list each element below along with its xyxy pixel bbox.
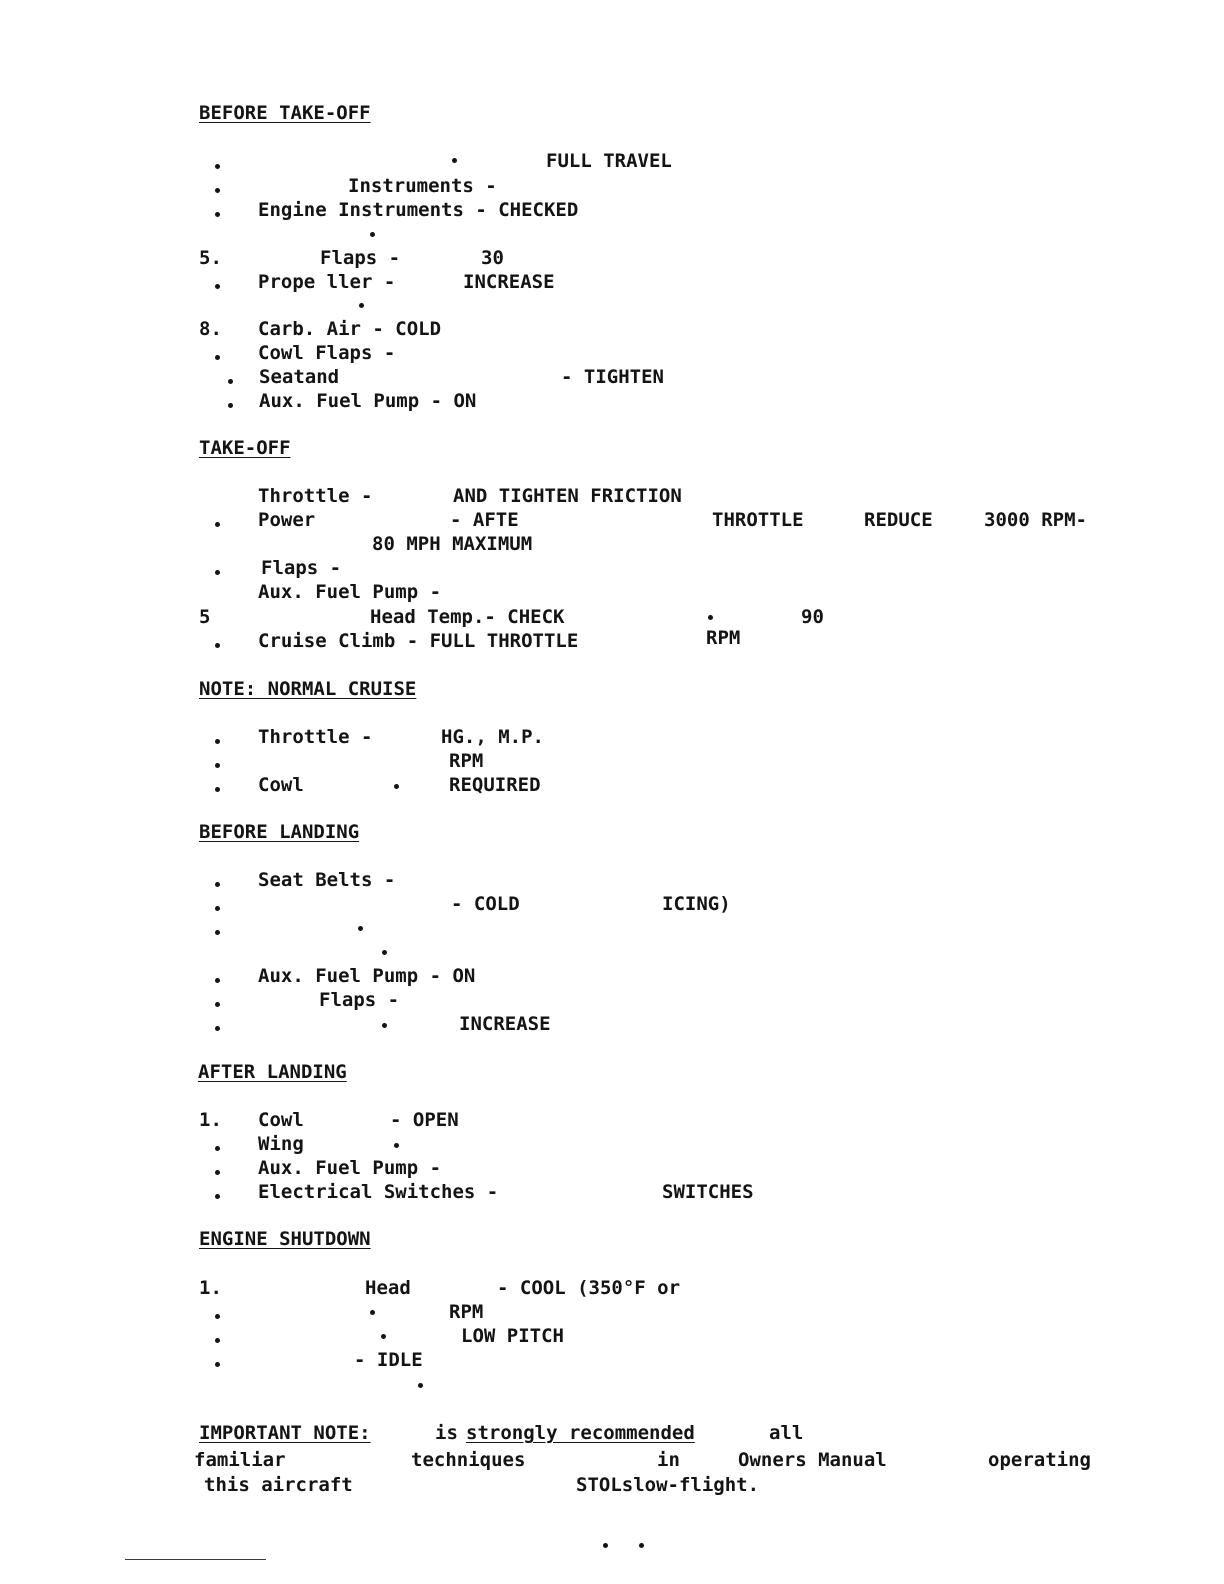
- section-heading-before-landing: BEFORE LANDING: [199, 821, 360, 843]
- list-item: Cowl Flaps -: [258, 342, 396, 364]
- dash-mark: [370, 232, 375, 237]
- list-item: Aux. Fuel Pump - ON: [259, 390, 477, 412]
- item-value: 3000 RPM-: [984, 509, 1087, 531]
- item-value: - AFTE: [450, 509, 519, 531]
- item-label: Throttle -: [258, 726, 373, 748]
- list-bullet: [215, 763, 220, 768]
- section-heading-normal-cruise: NOTE: NORMAL CRUISE: [199, 678, 417, 700]
- item-label: Flaps -: [320, 247, 401, 269]
- item-label: Throttle -: [258, 485, 373, 507]
- item-value: 30: [481, 247, 504, 269]
- note-text: in: [657, 1449, 680, 1471]
- dash-mark: [708, 615, 713, 620]
- list-bullet: [215, 188, 220, 193]
- dash-mark: [359, 303, 364, 308]
- dash-mark: [382, 950, 387, 955]
- dash-mark: [381, 1334, 386, 1339]
- footnote-rule: [125, 1559, 266, 1560]
- item-value: THROTTLE: [712, 509, 804, 531]
- item-value: - COOL (350°F or: [497, 1277, 681, 1299]
- item-number: 5.: [199, 247, 222, 269]
- item-label: Prope ller -: [258, 271, 396, 293]
- item-value: HG., M.P.: [441, 726, 544, 748]
- list-bullet: [215, 906, 220, 911]
- item-number: 1.: [199, 1277, 222, 1299]
- list-bullet: [215, 1170, 220, 1175]
- list-bullet: [215, 1362, 220, 1367]
- list-item: Flaps -: [261, 557, 342, 579]
- note-text: techniques: [411, 1449, 526, 1471]
- list-bullet: [215, 787, 220, 792]
- list-bullet: [215, 930, 220, 935]
- list-bullet: [215, 1314, 220, 1319]
- list-bullet: [215, 1194, 220, 1199]
- important-note-label: IMPORTANT NOTE:: [199, 1422, 371, 1444]
- list-item: Aux. Fuel Pump -: [258, 1157, 442, 1179]
- item-value: SWITCHES: [662, 1181, 754, 1203]
- item-label: Head Temp.- CHECK: [370, 606, 565, 628]
- note-text: operating: [988, 1449, 1091, 1471]
- dash-mark: [394, 1143, 399, 1148]
- list-item: FULL TRAVEL: [546, 150, 672, 172]
- list-item: Wing: [258, 1133, 304, 1155]
- item-label: Cowl: [258, 774, 304, 796]
- section-heading-before-takeoff: BEFORE TAKE-OFF: [199, 102, 371, 124]
- item-label: Electrical Switches -: [258, 1181, 499, 1203]
- list-bullet: [215, 1146, 220, 1151]
- note-emphasis: strongly recommended: [466, 1422, 695, 1444]
- item-value: RPM: [449, 750, 484, 772]
- note-text: STOLslow-flight.: [576, 1474, 760, 1496]
- list-bullet: [215, 212, 220, 217]
- list-bullet: [215, 284, 220, 289]
- list-item: Instruments -: [348, 175, 497, 197]
- dash-mark: [370, 1310, 375, 1315]
- item-number: 1.: [199, 1109, 222, 1131]
- list-bullet: [215, 1338, 220, 1343]
- item-value: ICING): [662, 893, 731, 915]
- list-item: Carb. Air - COLD: [258, 318, 442, 340]
- section-heading-after-landing: AFTER LANDING: [198, 1061, 347, 1083]
- list-bullet: [215, 570, 220, 575]
- item-label: Power: [258, 509, 316, 531]
- note-text: all: [769, 1422, 804, 1444]
- item-value: REDUCE: [864, 509, 933, 531]
- list-bullet: [228, 379, 233, 384]
- note-text: is: [435, 1422, 458, 1444]
- dash-mark: [394, 784, 399, 789]
- list-item: Aux. Fuel Pump -: [258, 581, 442, 603]
- note-text: familiar: [194, 1449, 286, 1471]
- item-value: INCREASE: [463, 271, 555, 293]
- list-item: Engine Instruments - CHECKED: [258, 199, 579, 221]
- item-value: AND TIGHTEN FRICTION: [453, 485, 682, 507]
- item-value: 90: [801, 606, 824, 628]
- list-bullet: [215, 978, 220, 983]
- item-value: INCREASE: [459, 1013, 551, 1035]
- list-bullet: [215, 522, 220, 527]
- section-heading-engine-shutdown: ENGINE SHUTDOWN: [199, 1228, 371, 1250]
- item-label: Cowl: [258, 1109, 304, 1131]
- item-value: RPM: [449, 1301, 484, 1323]
- item-label: Seatand: [259, 366, 340, 388]
- list-item: Flaps -: [319, 989, 400, 1011]
- list-bullet: [215, 882, 220, 887]
- list-bullet: [228, 403, 233, 408]
- note-text: this aircraft: [204, 1474, 353, 1496]
- list-bullet: [215, 1026, 220, 1031]
- list-item: Seat Belts -: [258, 869, 396, 891]
- dash-mark: [418, 1383, 423, 1388]
- item-value: - TIGHTEN: [561, 366, 664, 388]
- item-value: - OPEN: [390, 1109, 459, 1131]
- list-bullet: [215, 355, 220, 360]
- list-bullet: [215, 1002, 220, 1007]
- item-value: 80 MPH MAXIMUM: [372, 533, 533, 555]
- item-value: RPM: [706, 627, 741, 649]
- item-label: - COLD: [451, 893, 520, 915]
- item-value: LOW PITCH: [461, 1325, 564, 1347]
- page-number-mark: [603, 1543, 608, 1548]
- note-text: Owners Manual: [738, 1449, 887, 1471]
- page-number-mark: [639, 1543, 644, 1548]
- item-label: Head: [365, 1277, 411, 1299]
- item-value: REQUIRED: [449, 774, 541, 796]
- dash-mark: [358, 926, 363, 931]
- dash-mark: [382, 1023, 387, 1028]
- item-number: 5: [199, 606, 211, 628]
- list-bullet: [215, 643, 220, 648]
- dash-mark: [452, 158, 457, 163]
- item-number: 8.: [199, 318, 222, 340]
- list-bullet: [215, 164, 220, 169]
- list-bullet: [215, 739, 220, 744]
- section-heading-takeoff: TAKE-OFF: [199, 437, 291, 459]
- item-label: Cruise Climb - FULL THROTTLE: [258, 630, 579, 652]
- list-item: Aux. Fuel Pump - ON: [258, 965, 476, 987]
- item-value: - IDLE: [354, 1349, 423, 1371]
